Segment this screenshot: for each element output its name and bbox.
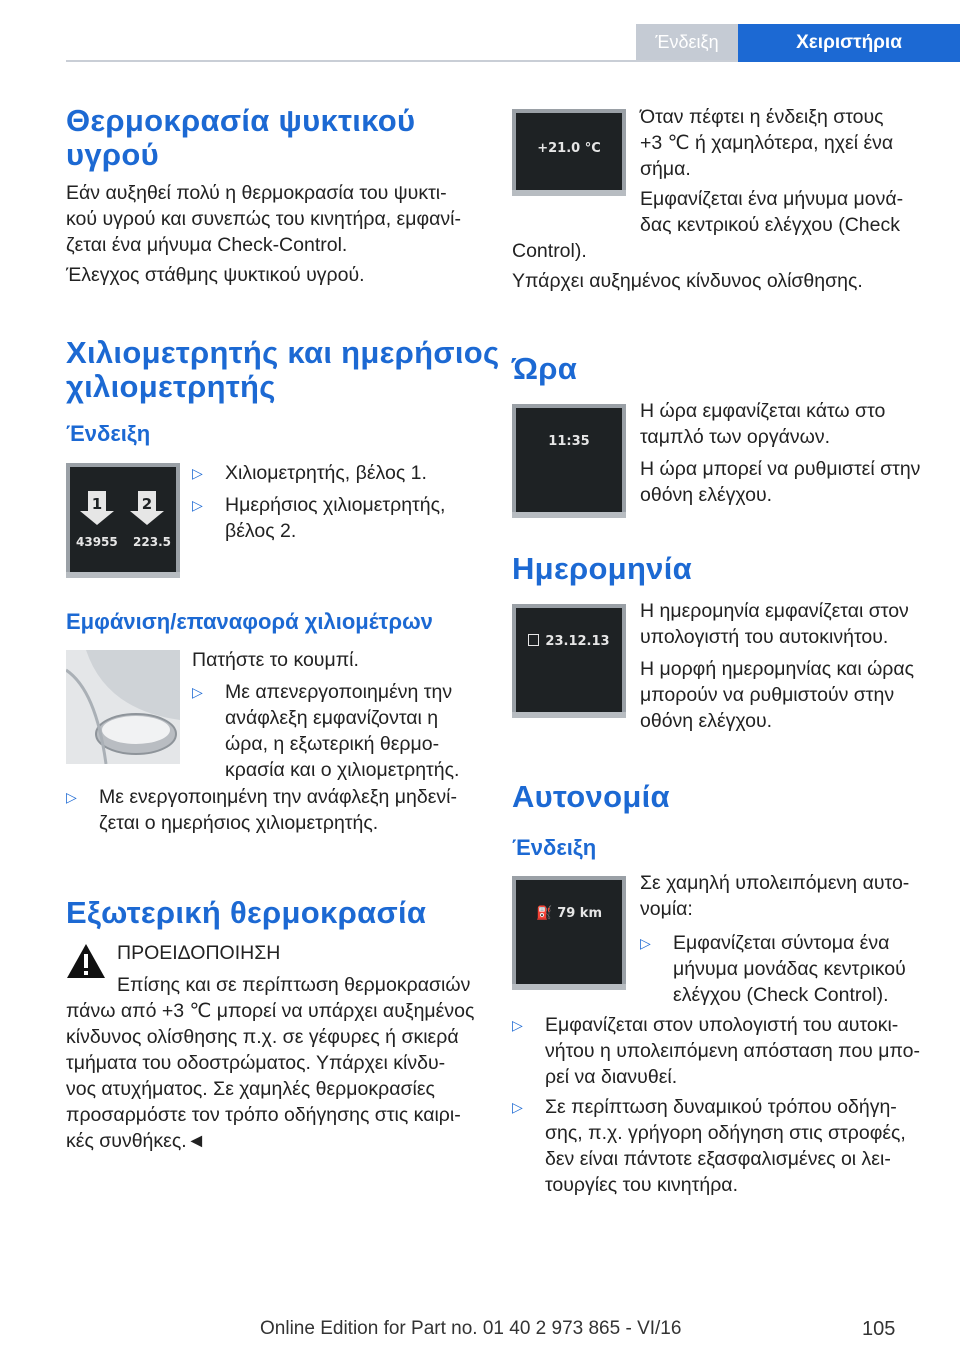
bullet-triangle-icon: ▷ [512, 1017, 523, 1033]
reset-para: Πατήστε το κουμπί. [192, 649, 359, 671]
header-rule [66, 60, 738, 62]
page-number: 105 [862, 1318, 896, 1340]
clock-display-image [512, 404, 626, 518]
edition-footer: Online Edition for Part no. 01 40 2 973 865 - VI/16 [260, 1318, 682, 1339]
odometer-arrows [70, 467, 176, 572]
range-display-image [512, 876, 626, 990]
bullet-triangle-icon: ▷ [192, 684, 203, 700]
outside-temp-title: Εξωτερική θερμοκρασία [66, 895, 427, 930]
bullet-triangle-icon: ▷ [512, 1099, 523, 1115]
warning-body: πάνω από +3 ℃ μπορεί να υπάρχει αυξημένος κίνδυνος ολίσθησης π.χ. σε γέφυρες ή σκιερά τμήματα του οδοστρώματος. Υπάρχει κίνδυ- νος ατυχήματος. Σε χαμηλές θερμοκρασίες προσαρμόστε τον τρόπο οδήγησης στις καιρι- κές συνθήκες.◄ [66, 1000, 475, 1152]
tab-controls[interactable]: Χειριστήρια [738, 24, 960, 62]
odometer-value: 43955 [76, 535, 118, 549]
outside-temp-display-image [512, 109, 626, 196]
coolant-title-line1: Θερμοκρασία ψυκτικού [66, 103, 416, 138]
bullet-triangle-icon: ▷ [66, 789, 77, 805]
outside-temp-para3: Υπάρχει αυξημένος κίνδυνος ολίσθησης. [512, 270, 863, 292]
range-subtitle: Ένδειξη [512, 835, 597, 860]
odometer-subtitle: Ένδειξη [66, 421, 151, 446]
outside-temp-para2: Εμφανίζεται ένα μήνυμα μονά- δας κεντρικού ελέγχου (Check [640, 188, 904, 236]
warning-icon [66, 942, 106, 982]
outside-temp-para: Όταν πέφτει η ένδειξη στους +3 ℃ ή χαμηλότερα, ηχεί ένα σήμα. [640, 106, 894, 180]
odometer-title-line1: Χιλιομετρητής και ημερήσιος [66, 335, 500, 370]
coolant-title-line2: υγρού [66, 137, 159, 172]
fuel-pump-icon: ⛽ [536, 906, 553, 921]
clock-para2: Η ώρα μπορεί να ρυθμιστεί στην οθόνη ελέγχου. [640, 458, 921, 506]
range-value: ⛽ 79 km [536, 906, 602, 921]
range-para1: Σε χαμηλή υπολειπόμενη αυτο- νομία: [640, 872, 910, 920]
warning-line1: Επίσης και σε περίπτωση θερμοκρασιών [117, 974, 471, 996]
tab-indicator[interactable]: Ένδειξη [636, 24, 738, 60]
trip-value: 223.5 [133, 535, 171, 549]
date-value: 23.12.13 [516, 634, 622, 649]
coolant-para2: Έλεγχος στάθμης ψυκτικού υγρού. [66, 264, 365, 286]
bullet-triangle-icon: ▷ [192, 497, 203, 513]
date-display-image [512, 604, 626, 718]
coolant-para1: Εάν αυξηθεί πολύ η θερμοκρασία του ψυκτι- κού υγρού και συνεπώς του κινητήρα, εμφανί- ζεται ένα μήνυμα Check-Control. [66, 182, 461, 256]
odometer-title-line2: χιλιομετρητής [66, 369, 276, 404]
date-para1: Η ημερομηνία εμφανίζεται στον υπολογιστή του αυτοκινήτου. [640, 600, 909, 648]
date-title: Ημερομηνία [512, 551, 692, 586]
outside-temp-value: +21.0 °C [537, 141, 601, 156]
date-para2: Η μορφή ημερομηνίας και ώρας μπορούν να ρυθμιστούν στην οθόνη ελέγχου. [640, 658, 915, 732]
clock-title: Ώρα [512, 351, 578, 386]
arrow2-label: 2 [141, 495, 153, 513]
range-title: Αυτονομία [512, 779, 670, 814]
arrow1-label: 1 [91, 495, 103, 513]
warning-label: ΠΡΟΕΙΔΟΠΟΙΗΣΗ [117, 942, 281, 964]
outside-temp-para2-end: Control). [512, 240, 587, 262]
bullet-triangle-icon: ▷ [640, 935, 651, 951]
odometer-display-image [66, 463, 180, 578]
clock-para1: Η ώρα εμφανίζεται κάτω στο ταμπλό των οργάνων. [640, 400, 886, 448]
reset-title: Εμφάνιση/επαναφορά χιλιομέτρων [66, 609, 433, 634]
bullet-triangle-icon: ▷ [192, 465, 203, 481]
calendar-icon [528, 634, 539, 646]
reset-button-image [66, 650, 180, 764]
clock-value: 11:35 [548, 434, 590, 449]
